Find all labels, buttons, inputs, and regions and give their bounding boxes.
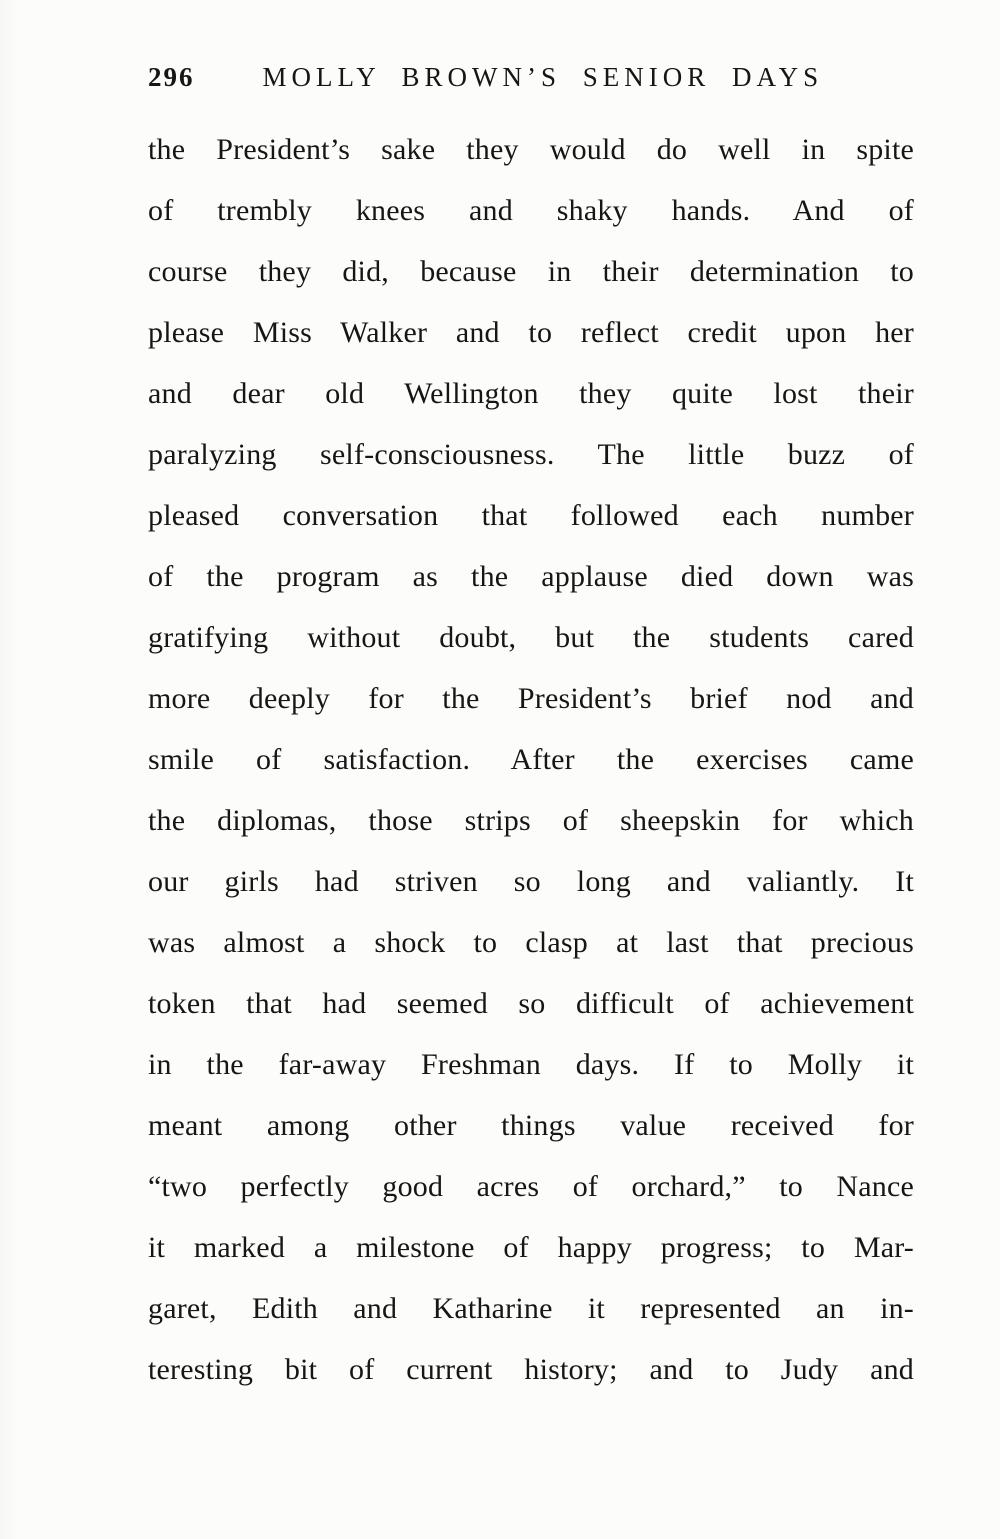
body-text <box>148 119 914 1400</box>
text-line: of the program as the applause died down was <box>148 560 914 593</box>
text-line: our girls had striven so long and valiantly. It <box>148 865 914 898</box>
text-line: in the far-away Freshman days. If to Molly it <box>148 1048 914 1081</box>
text-line: teresting bit of current history; and to Judy and <box>148 1353 914 1386</box>
text-line: “two perfectly good acres of orchard,” to Nance <box>148 1170 914 1203</box>
text-line: more deeply for the President’s brief nod and <box>148 682 914 715</box>
page-number: 296 <box>148 62 195 92</box>
text-line: the diplomas, those strips of sheepskin for which <box>148 804 914 837</box>
text-line: gratifying without doubt, but the students cared <box>148 621 914 654</box>
text-line: course they did, because in their determination to <box>148 255 914 288</box>
text-line: meant among other things value received for <box>148 1109 914 1142</box>
text-line: smile of satisfaction. After the exercises came <box>148 743 914 776</box>
text-line: paralyzing self-consciousness. The little buzz of <box>148 438 914 471</box>
text-line: was almost a shock to clasp at last that precious <box>148 926 914 959</box>
text-line: and dear old Wellington they quite lost their <box>148 377 914 410</box>
text-line: garet, Edith and Katharine it represented an in- <box>148 1292 914 1325</box>
text-line: the President’s sake they would do well in spite <box>148 133 914 166</box>
text-line: of trembly knees and shaky hands. And of <box>148 194 914 227</box>
page-header <box>148 62 912 93</box>
running-title: MOLLY BROWN’S SENIOR DAYS <box>262 62 824 92</box>
text-line: it marked a milestone of happy progress; to Mar- <box>148 1231 914 1264</box>
text-line: please Miss Walker and to reflect credit upon her <box>148 316 914 349</box>
text-line: token that had seemed so difficult of achievement <box>148 987 914 1020</box>
text-line: pleased conversation that followed each number <box>148 499 914 532</box>
